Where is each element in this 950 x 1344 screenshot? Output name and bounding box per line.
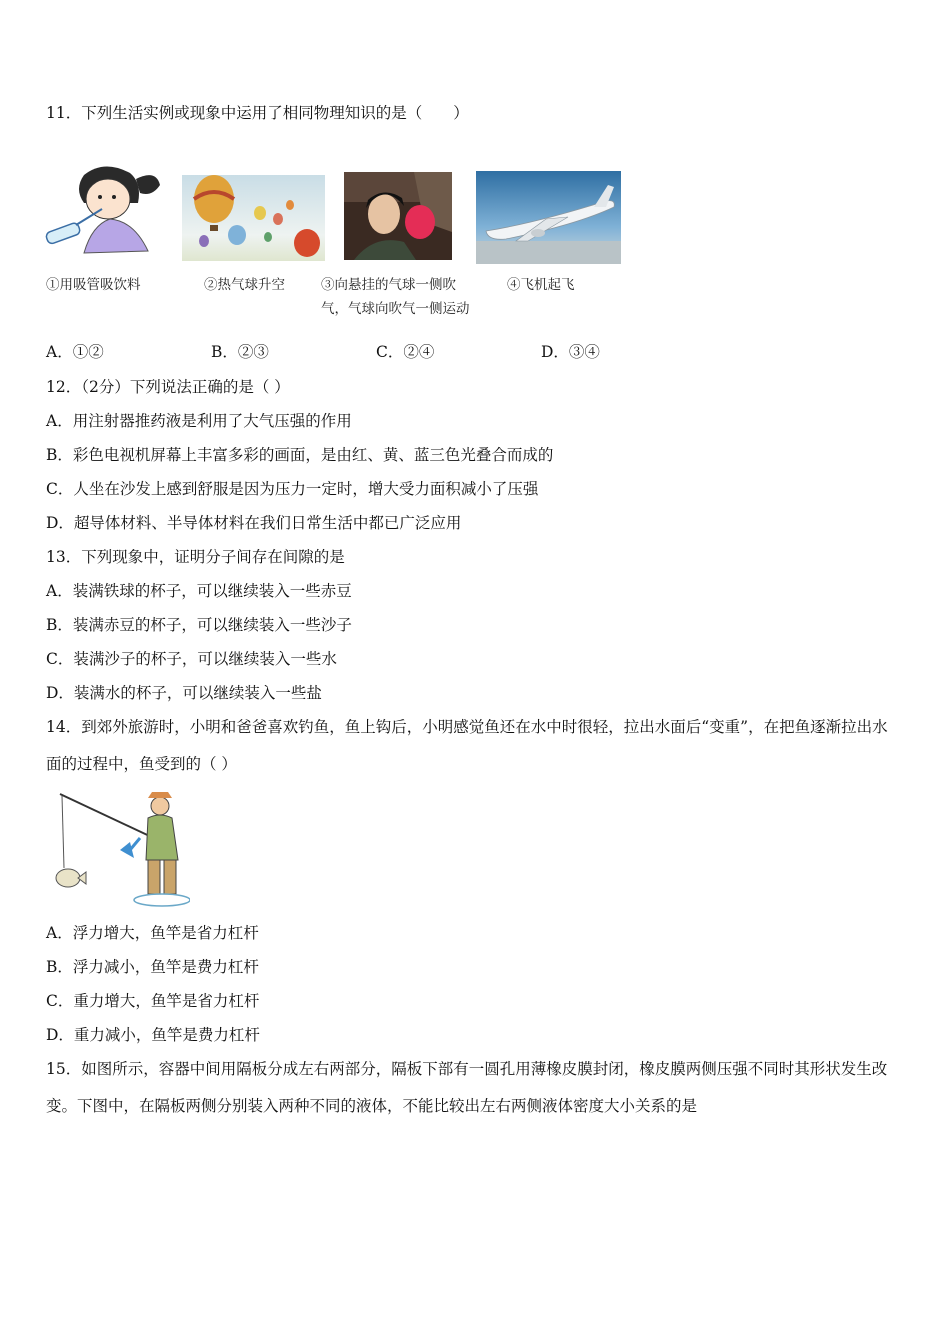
airplane-picture [476, 171, 621, 264]
fishing-picture [50, 788, 190, 913]
q12-option-b[interactable]: B．彩色电视机屏幕上丰富多彩的画面，是由红、黄、蓝三色光叠合而成的 [46, 446, 554, 464]
q14-option-d[interactable]: D．重力减小，鱼竿是费力杠杆 [46, 1026, 260, 1044]
q12-option-d[interactable]: D．超导体材料、半导体材料在我们日常生活中都已广泛应用 [46, 514, 462, 532]
q12-option-a[interactable]: A．用注射器推药液是利用了大气压强的作用 [46, 412, 352, 430]
q13-option-c[interactable]: C．装满沙子的杯子，可以继续装入一些水 [46, 650, 337, 668]
q11-options [46, 342, 706, 362]
q11-option-c[interactable]: C．②④ [376, 343, 435, 361]
caption-blow-line2: 气，气球向吹气一侧运动 [321, 301, 470, 317]
balloon-blowing-picture [344, 172, 452, 260]
q13-option-d[interactable]: D．装满水的杯子，可以继续装入一些盐 [46, 684, 322, 702]
q13-stem: 13．下列现象中，证明分子间存在间隙的是 [46, 548, 345, 566]
caption-airplane: ④飞机起飞 [507, 277, 575, 293]
q14-option-c[interactable]: C．重力增大，鱼竿是省力杠杆 [46, 992, 260, 1010]
caption-balloons: ②热气球升空 [204, 277, 285, 293]
q13-option-b[interactable]: B．装满赤豆的杯子，可以继续装入一些沙子 [46, 616, 352, 634]
caption-straw: ①用吸管吸饮料 [46, 277, 141, 293]
q14-stem: 14．到郊外旅游时，小明和爸爸喜欢钓鱼，鱼上钩后，小明感觉鱼还在水中时很轻，拉出水面后“变重”，在把鱼逐渐拉出水面的过程中，鱼受到的（ ） [46, 718, 888, 773]
q12-option-c[interactable]: C．人坐在沙发上感到舒服是因为压力一定时，增大受力面积减小了压强 [46, 480, 539, 498]
q11-option-d[interactable]: D．③④ [541, 343, 600, 361]
q15-stem: 15．如图所示，容器中间用隔板分成左右两部分，隔板下部有一圆孔用薄橡皮膜封闭，橡皮膜两侧压强不同时其形状发生改变。下图中，在隔板两侧分别装入两种不同的液体，不能比较出左右两侧液体密度大小关系的是 [46, 1060, 888, 1115]
q14-option-b[interactable]: B．浮力减小，鱼竿是费力杠杆 [46, 958, 259, 976]
q13-option-a[interactable]: A．装满铁球的杯子，可以继续装入一些赤豆 [46, 582, 352, 600]
q11-option-a[interactable]: A．①② [46, 343, 104, 361]
girl-straw-picture [44, 163, 164, 258]
q11-option-b[interactable]: B．②③ [211, 343, 269, 361]
q14-option-a[interactable]: A．浮力增大，鱼竿是省力杠杆 [46, 924, 259, 942]
caption-blow-line1: ③向悬挂的气球一侧吹 [321, 277, 456, 293]
q12-stem: 12．（2分）下列说法正确的是（ ） [46, 378, 290, 396]
q11-stem: 11．下列生活实例或现象中运用了相同物理知识的是（ ） [46, 104, 469, 122]
hot-air-balloons-picture [182, 175, 325, 261]
